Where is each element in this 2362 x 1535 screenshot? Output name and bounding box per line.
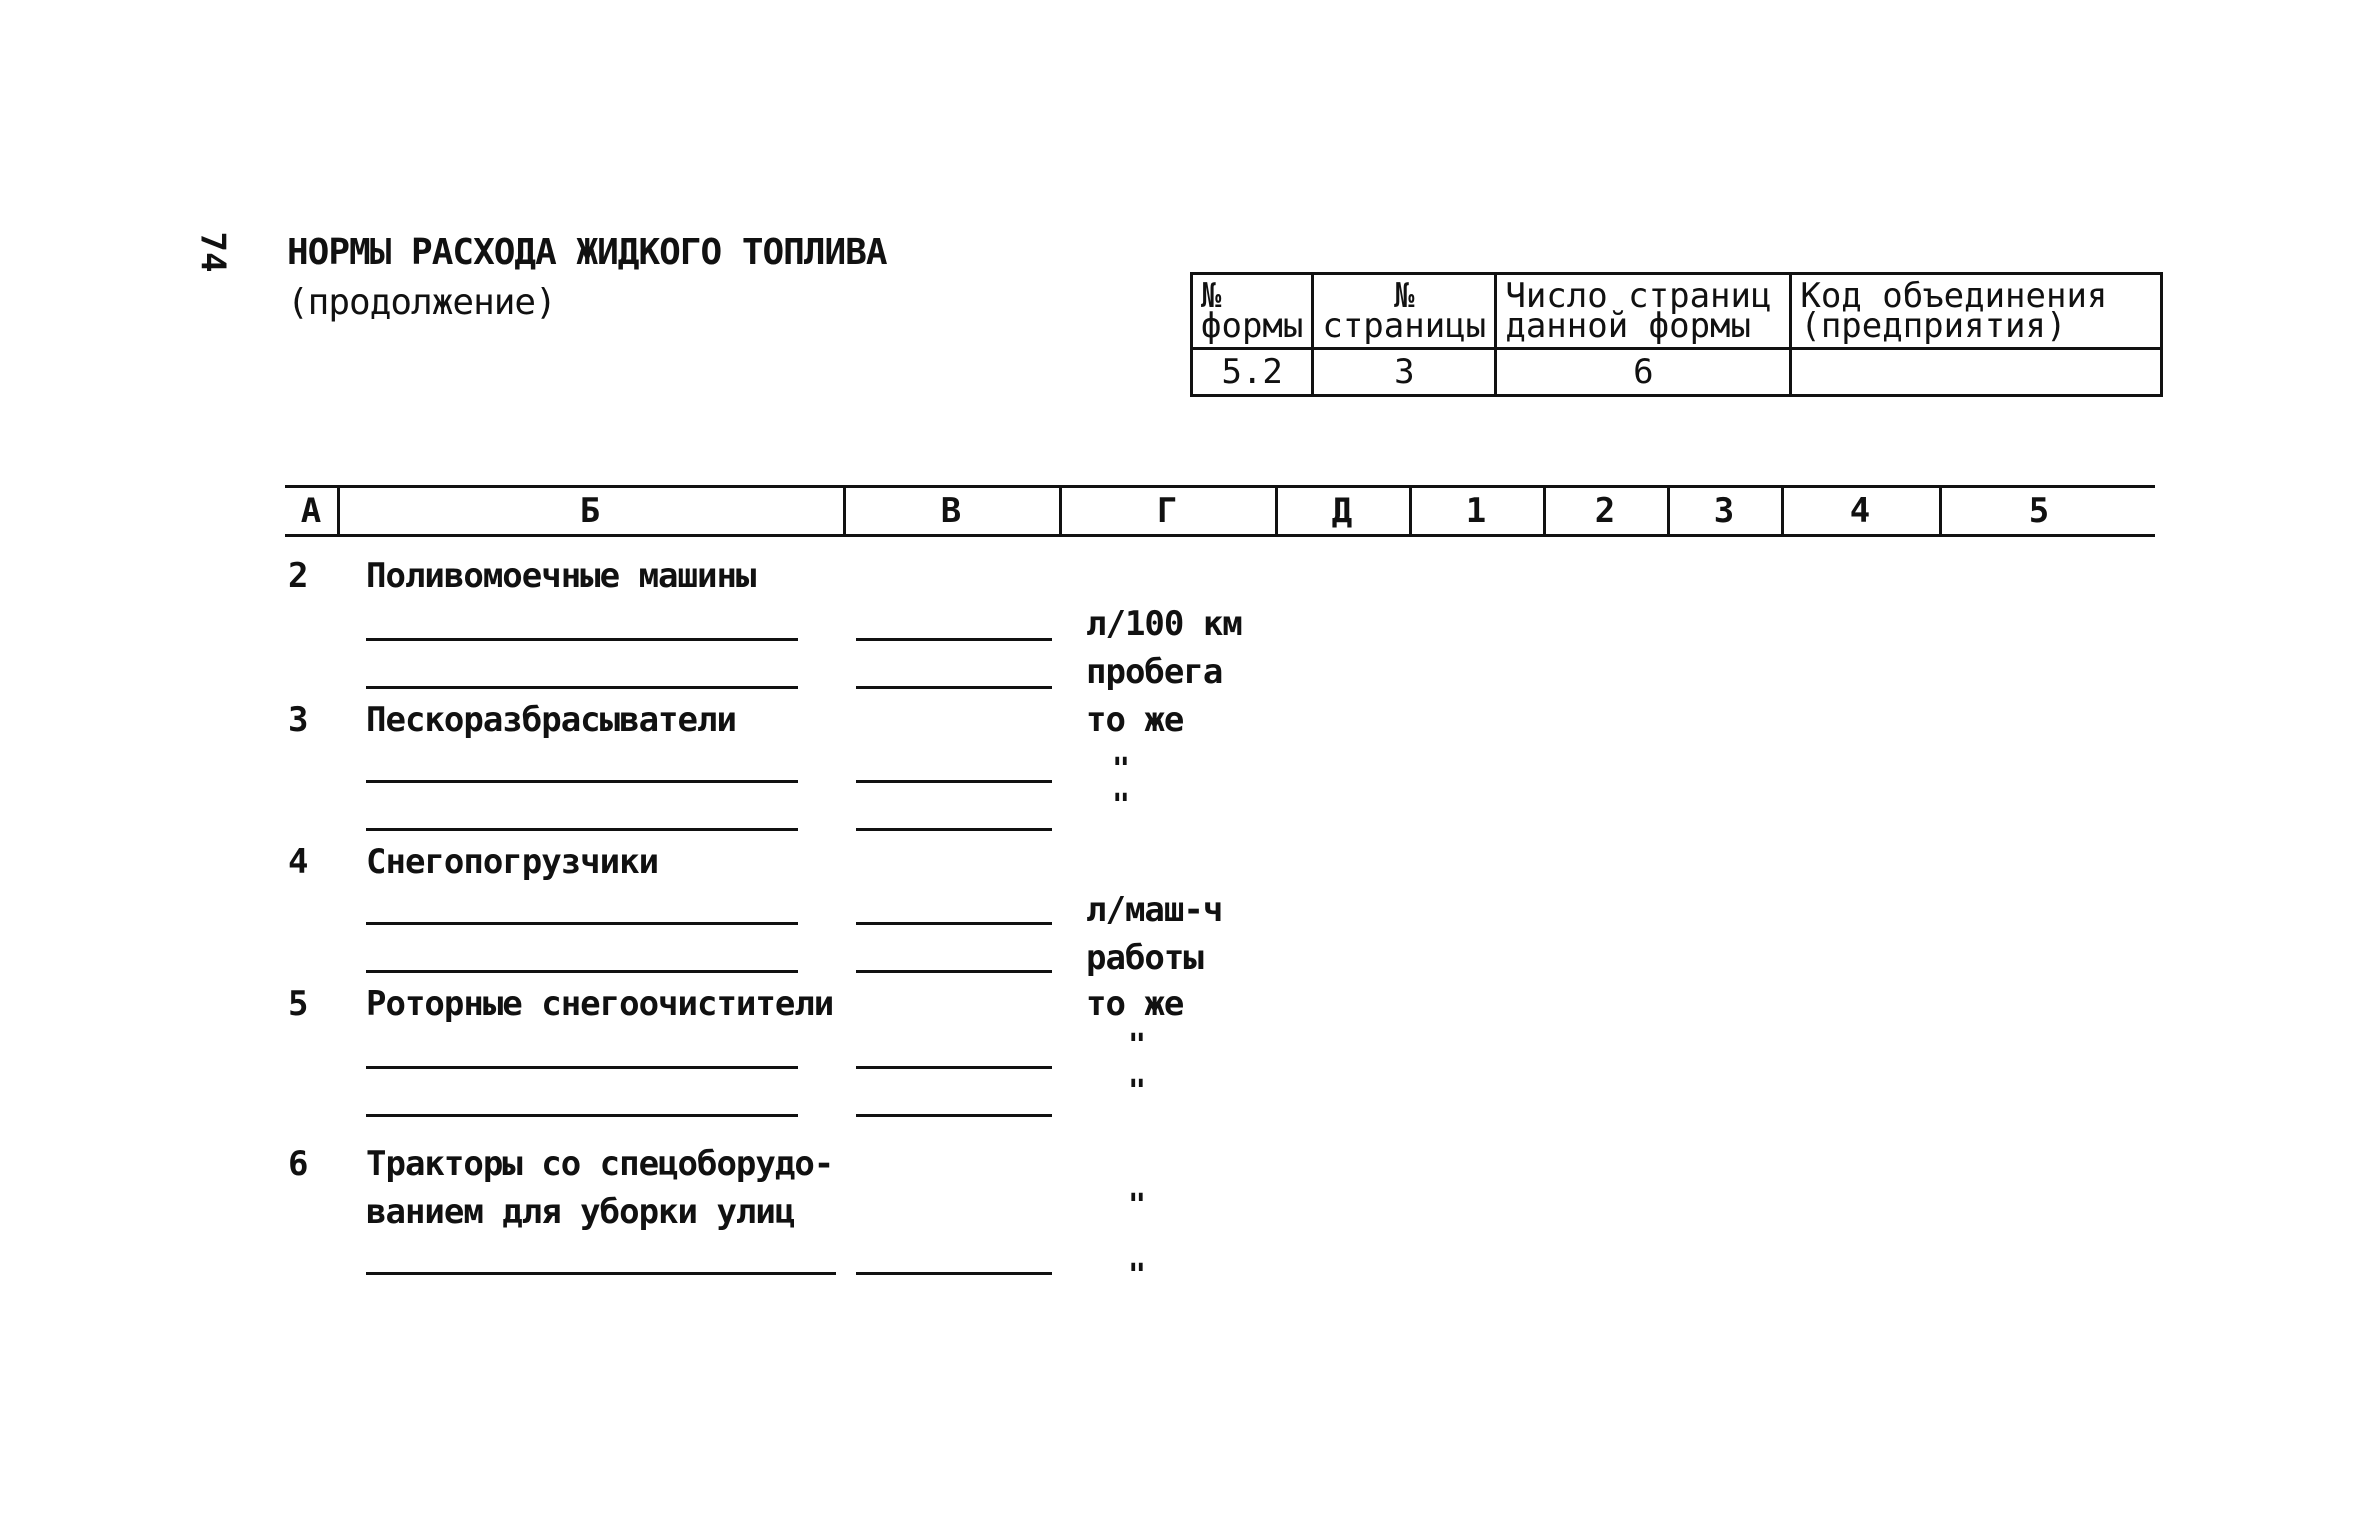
blank-line (856, 780, 1052, 783)
column-header: 2 (1594, 491, 1616, 531)
form-info-table (1190, 272, 2163, 397)
unit-label: то же (1086, 700, 1184, 740)
form-number-header: № формы (1192, 274, 1313, 349)
blank-line (366, 1272, 836, 1275)
row-number: 6 (288, 1144, 309, 1184)
row-number: 2 (288, 556, 309, 596)
ditto-mark: " (1128, 1028, 1147, 1063)
blank-line (366, 780, 798, 783)
unit-label: л/100 км (1086, 604, 1242, 644)
row-number: 4 (288, 842, 309, 882)
unit-label: пробега (1086, 652, 1223, 692)
organization-code-header: Код объединения (предприятия) (1791, 274, 2162, 349)
column-header: Б (579, 491, 601, 531)
column-header: А (300, 491, 322, 531)
row-title-line: Тракторы со спецоборудо- (366, 1144, 834, 1184)
row-title: Поливомоечные машины (366, 556, 756, 596)
blank-line (366, 686, 798, 689)
column-header: Д (1331, 491, 1353, 531)
ditto-mark: " (1128, 1258, 1147, 1293)
blank-line (366, 1066, 798, 1069)
blank-line (856, 1066, 1052, 1069)
column-header: 4 (1849, 491, 1871, 531)
ditto-mark: " (1128, 1074, 1147, 1109)
blank-line (856, 922, 1052, 925)
blank-line (366, 638, 798, 641)
document-title: НОРМЫ РАСХОДА ЖИДКОГО ТОПЛИВА (287, 232, 887, 273)
row-title: Роторные снегоочистители (366, 984, 834, 1024)
blank-line (366, 970, 798, 973)
blank-line (856, 970, 1052, 973)
page-number-value: 3 (1313, 349, 1496, 396)
row-title: Пескоразбрасыватели (366, 700, 736, 740)
page-number-header: № страницы (1313, 274, 1496, 349)
ditto-mark: " (1112, 752, 1131, 787)
blank-line (856, 686, 1052, 689)
row-number: 5 (288, 984, 309, 1024)
column-header-row (285, 485, 2155, 537)
row-title: Снегопогрузчики (366, 842, 659, 882)
unit-label: работы (1086, 938, 1203, 978)
ditto-mark: " (1112, 788, 1131, 823)
unit-label: то же (1086, 984, 1184, 1024)
row-title-line: ванием для уборки улиц (366, 1192, 795, 1232)
blank-line (856, 638, 1052, 641)
page-number: 74 (192, 231, 233, 273)
column-header: 5 (2028, 491, 2050, 531)
page-count-value: 6 (1496, 349, 1791, 396)
row-number: 3 (288, 700, 309, 740)
unit-label: л/маш-ч (1086, 890, 1223, 930)
blank-line (856, 1272, 1052, 1275)
blank-line (366, 1114, 798, 1117)
blank-line (366, 828, 798, 831)
organization-code-value (1791, 349, 2162, 396)
column-header: В (940, 491, 962, 531)
ditto-mark: " (1128, 1188, 1147, 1223)
page-count-header: Число страниц данной формы (1496, 274, 1791, 349)
document-subtitle: (продолжение) (287, 282, 556, 323)
column-header: Г (1156, 491, 1178, 531)
column-header: 3 (1713, 491, 1735, 531)
blank-line (856, 1114, 1052, 1117)
blank-line (856, 828, 1052, 831)
blank-line (366, 922, 798, 925)
form-number-value: 5.2 (1192, 349, 1313, 396)
column-header: 1 (1465, 491, 1487, 531)
